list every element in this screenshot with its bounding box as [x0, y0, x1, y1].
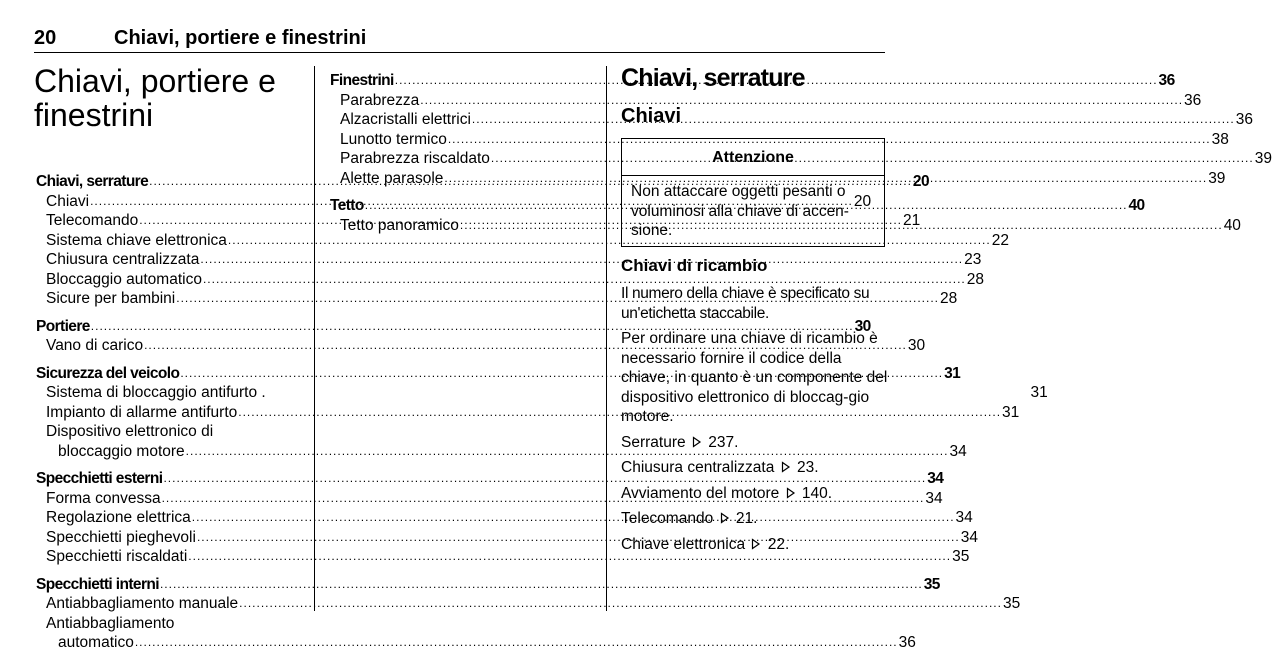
- running-title: Chiavi, portiere e finestrini: [114, 27, 367, 49]
- toc-entry-chiavi[interactable]: Chiavi ..... 20: [36, 192, 298, 212]
- cross-reference[interactable]: Chiusura centralizzata 23.: [621, 459, 819, 476]
- toc-entry-vano-carico[interactable]: Vano di carico ..... 30: [36, 336, 298, 356]
- warning-title: Attenzione: [622, 139, 884, 176]
- toc-entry-dispositivo-line1: Dispositivo elettronico di: [46, 423, 214, 440]
- toc-entry-impianto-allarme[interactable]: Impianto di allarme antifurto ..... 31: [36, 403, 298, 423]
- toc-entry-tetto[interactable]: Tetto ..... 40: [330, 196, 591, 216]
- toc-entry-sistema-chiave[interactable]: Sistema chiave elettronica ..... 22: [36, 231, 298, 251]
- body-text: [621, 284, 889, 560]
- toc-entry-sicurezza-veicolo[interactable]: Sicurezza del veicolo ..... 31: [36, 364, 298, 384]
- toc-entry-portiere[interactable]: Portiere ..... 30: [36, 317, 298, 337]
- toc-entry-antiabbagliamento-line1: Antiabbagliamento: [46, 614, 175, 632]
- toc-entry-parabrezza-riscaldato[interactable]: Parabrezza riscaldato ..... 39: [330, 149, 591, 169]
- cross-reference[interactable]: Avviamento del motore 140.: [621, 484, 833, 502]
- page-reference-icon: [786, 487, 796, 499]
- toc-entry-specchietti-interni[interactable]: Specchietti interni ..... 35: [36, 575, 298, 595]
- page-reference-icon: [781, 461, 791, 473]
- toc-entry-alette-parasole[interactable]: Alette parasole ..... 39: [330, 169, 591, 189]
- toc-entry-chiusura-centralizzata[interactable]: Chiusura centralizzata ..... 23: [36, 250, 298, 270]
- toc-entry-telecomando[interactable]: Telecomando ..... 21: [36, 211, 298, 231]
- cross-reference[interactable]: Serrature 237.: [621, 433, 739, 451]
- subsection-heading: Chiavi: [621, 105, 682, 127]
- toc-entry-antiabbagliamento-manuale[interactable]: Antiabbagliamento manuale ..... 35: [36, 594, 298, 614]
- toc-entry-bloccaggio-automatico[interactable]: Bloccaggio automatico ..... 28: [36, 270, 298, 290]
- page-number: 20: [34, 27, 57, 49]
- toc-entry-specchietti-pieghevoli[interactable]: Specchietti pieghevoli ..... 34: [36, 528, 298, 548]
- cross-reference[interactable]: Chiave elettronica 22.: [621, 535, 790, 553]
- toc-entry-sistema-antifurto[interactable]: Sistema di bloccaggio antifurto . 31: [46, 384, 1048, 401]
- warning-text: Non attaccare oggetti pesanti o voluminosi alla chiave di accen-sione.: [631, 183, 849, 239]
- toc-entry-lunotto-termico[interactable]: Lunotto termico ..... 38: [330, 130, 591, 150]
- toc-entry-regolazione-elettrica[interactable]: Regolazione elettrica ..... 34: [36, 508, 298, 528]
- page-reference-icon: [720, 512, 730, 524]
- page-header: [34, 27, 885, 53]
- toc-entry-specchietti-esterni[interactable]: Specchietti esterni ..... 34: [36, 469, 298, 489]
- warning-box: [621, 138, 885, 247]
- toc-entry-chiavi-serrature[interactable]: Chiavi, serrature ..... 20: [36, 172, 298, 192]
- page-reference-icon: [751, 538, 761, 550]
- toc-entry-specchietti-riscaldati[interactable]: Specchietti riscaldati ..... 35: [36, 547, 298, 567]
- section-heading: Chiavi, serrature: [621, 64, 805, 92]
- paragraph: Per ordinare una chiave di ricambio è necessario fornire il codice della chiave, in quanto è un componente del dispositivo elettronico di bloccag-gio motore.: [621, 330, 888, 425]
- toc-entry-finestrini[interactable]: Finestrini ..... 36: [330, 71, 591, 91]
- paragraph: Il numero della chiave è specificato su un'etichetta staccabile.: [621, 285, 870, 322]
- toc-entry-antiabbagliamento-automatico[interactable]: automatico ..... 36: [36, 633, 298, 653]
- spare-keys-heading: Chiavi di ricambio: [621, 256, 768, 275]
- toc-entry-tetto-panoramico[interactable]: Tetto panoramico ..... 40: [330, 216, 591, 236]
- cross-reference[interactable]: Telecomando 21.: [621, 510, 758, 527]
- toc-entry-alzacristalli[interactable]: Alzacristalli elettrici ..... 36: [330, 110, 591, 130]
- page-reference-icon: [692, 436, 702, 448]
- toc-entry-parabrezza[interactable]: Parabrezza ..... 36: [330, 91, 591, 111]
- toc-entry-bloccaggio-motore[interactable]: bloccaggio motore ..... 34: [36, 442, 298, 462]
- chapter-title: Chiavi, portiere e finestrini: [34, 63, 276, 133]
- toc-entry-forma-convessa[interactable]: Forma convessa ..... 34: [36, 489, 298, 509]
- toc-entry-sicure-bambini[interactable]: Sicure per bambini ..... 28: [36, 289, 298, 309]
